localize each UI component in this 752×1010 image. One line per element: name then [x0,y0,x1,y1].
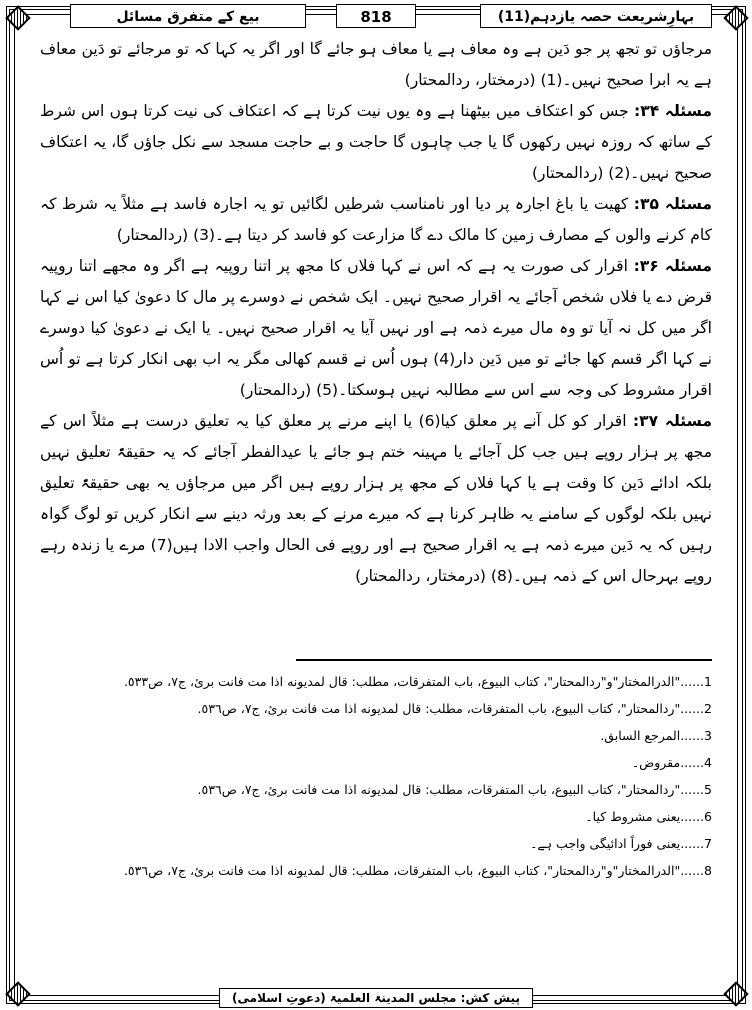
masala-37 [40,406,712,592]
masala-text: کھیت یا باغ اجارہ پر دیا اور نامناسب شرطیں لگائیں تو یہ اجارہ فاسد ہے مثلاً یہ شرط کہ کام کرنے والوں کے مصارف زمین کا مالک دے گا مزارعت کو فاسد کر دیتا ہے۔(3) (ردالمحتار) [40,195,712,244]
masala-34 [40,96,712,189]
masala-label: مسئلہ ۳۷: [632,412,712,430]
corner-ornament-icon [2,978,32,1008]
footnote: 7......یعنی فوراً ادائیگی واجب ہے۔ [530,836,712,851]
masala-35 [40,189,712,251]
corner-ornament-icon [720,2,750,32]
page-header [40,4,712,30]
footnote: 5......"ردالمحتار"، كتاب البيوع، باب المتفرقات، مطلب: قال لمديونه اذا مت فانت برئ، ج٧، ص٥٣٦. [197,782,712,797]
footnote: 3......المرجع السابق. [600,728,712,743]
footnote: 1......"الدرالمختار"و"ردالمحتار"، كتاب البيوع، باب المتفرقات، مطلب: قال لمديونه اذا مت فانت برئ، ج٧، ص٥٣٣. [123,674,712,689]
masala-text: اقرار کی صورت یہ ہے کہ اس نے کہا فلاں کا مجھ پر اتنا روپیہ ہے اگر وہ مجھے اتنا روپیہ قرض دے یا فلاں شخص آجائے یہ اقرار صحیح نہیں۔ ایک شخص نے دوسرے پر مال کا دعویٰ کیا اس نے کہا اگر میں کل نہ آیا تو وہ مال میرے ذمہ ہے اور نہیں آیا یہ اقرار صحیح نہیں۔ یا ایک نے دعویٰ کیا دوسرے نے کہا اگر قسم کھا جائے تو میں دَین دار(4) ہوں اُس نے قسم کھالی مگر یہ اب بھی انکار کرتا ہے تو اُس اقرار مشروط کی وجہ سے اس سے مطالبہ نہیں ہوسکتا۔(5) (ردالمحتار) [40,257,712,399]
main-text [40,34,712,592]
masala-text: جس کو اعتکاف میں بیٹھنا ہے وہ یوں نیت کرتا ہے کہ اعتکاف کی نیت کرتا ہوں اس شرط کے ساتھ کہ روزہ نہیں رکھوں گا یا جب چاہوں گا حاجت و بے حاجت مسجد سے نکل جاؤں گا، یہ اعتکاف صحیح نہیں۔(2) (ردالمحتار) [40,102,712,182]
footnote: 6......یعنی مشروط کیا۔ [585,809,712,824]
corner-ornament-icon [720,978,750,1008]
book-title: بہارِشریعت حصہ یازدہم(11) [480,4,712,28]
masala-label: مسئلہ ۳۶: [633,257,712,275]
publisher-footer: پیش کش: مجلس المدینۃ العلمیۃ (دعوتِ اسلامی) [219,988,533,1008]
masala-36 [40,251,712,406]
footnotes [40,668,712,884]
footnote: 2......"ردالمحتار"، كتاب البيوع، باب المتفرقات، مطلب: قال لمديونه اذا مت فانت برئ، ج٧، ص٥٣٦. [197,701,712,716]
corner-ornament-icon [2,2,32,32]
chapter-title: بیع کے متفرق مسائل [70,4,306,28]
footnote: 8......"الدرالمختار"و"ردالمحتار"، كتاب البيوع، باب المتفرقات، مطلب: قال لمديونه اذا مت فانت برئ، ج٧، ص٥٣٦. [123,863,712,878]
footnote-divider [296,659,712,661]
masala-label: مسئلہ ۳۴: [634,102,712,120]
masala-text: اقرار کو کل آنے پر معلق کیا(6) یا اپنے مرنے پر معلق کیا یہ تعلیق درست ہے مثلاً اس کے مجھ پر ہزار روپے ہیں جب کل آجائے یا مہینہ ختم ہو جائے یا عیدالفطر آجائے کہ یہ حقیقۃً تعلیق نہیں بلکہ ادائے دَین کا وقت ہے یا کہا فلاں کے مجھ پر ہزار روپے ہیں اگر میں مرجاؤں یہ بھی حقیقۃً تعلیق نہیں بلکہ لوگوں کے سامنے یہ ظاہر کرنا ہے کہ میرے مرنے کے بعد ورثہ دینے سے انکار کریں تو لوگ گواہ رہیں کہ یہ دَین میرے ذمہ ہے یہ اقرار صحیح ہے اور روپے فی الحال واجب الادا ہیں(7) مرے یا زندہ رہے روپے بہرحال اس کے ذمہ ہیں۔(8) (درمختار، ردالمحتار) [40,412,712,585]
masala-label: مسئلہ ۳۵: [633,195,712,213]
paragraph-intro: مرجاؤں تو تجھ پر جو دَین ہے وہ معاف ہے یا معاف ہو جائے گا اور اگر یہ کہا کہ تو مرجائے تو دَین معاف ہے یہ ابرا صحیح نہیں۔(1) (درمختار، ردالمحتار) [40,40,712,89]
footnote: 4......مقروض۔ [631,755,712,770]
page-number: 818 [336,4,416,28]
